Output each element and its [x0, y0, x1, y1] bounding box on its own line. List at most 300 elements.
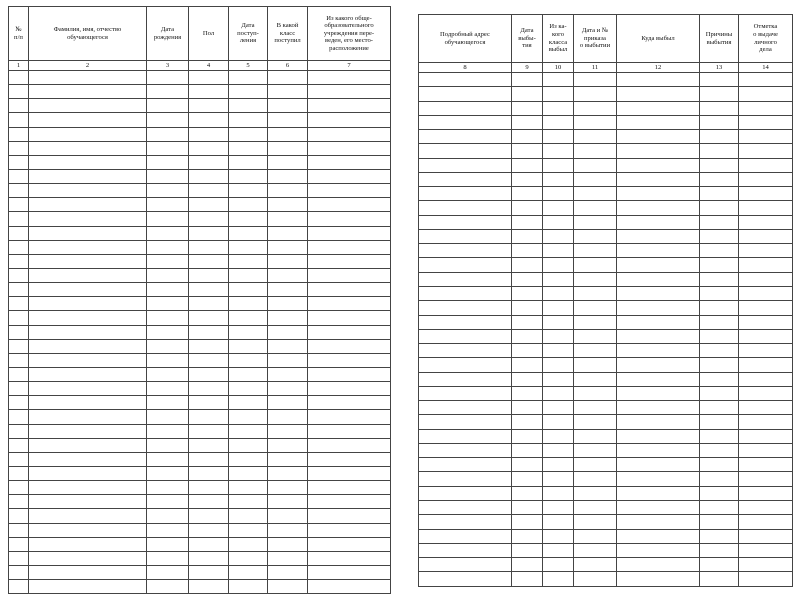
table-cell[interactable]: [419, 130, 512, 144]
table-cell[interactable]: [543, 315, 574, 329]
table-cell[interactable]: [419, 144, 512, 158]
table-cell[interactable]: [739, 344, 793, 358]
table-cell[interactable]: [229, 339, 268, 353]
table-cell[interactable]: [229, 353, 268, 367]
table-cell[interactable]: [9, 311, 29, 325]
table-cell[interactable]: [268, 452, 308, 466]
table-cell[interactable]: [512, 429, 543, 443]
table-cell[interactable]: [268, 424, 308, 438]
table-cell[interactable]: [189, 565, 229, 579]
table-cell[interactable]: [308, 410, 391, 424]
table-cell[interactable]: [229, 113, 268, 127]
table-cell[interactable]: [29, 367, 147, 381]
table-cell[interactable]: [29, 523, 147, 537]
table-cell[interactable]: [574, 572, 617, 586]
table-cell[interactable]: [308, 141, 391, 155]
table-cell[interactable]: [9, 339, 29, 353]
table-cell[interactable]: [229, 580, 268, 594]
table-cell[interactable]: [9, 438, 29, 452]
table-cell[interactable]: [229, 410, 268, 424]
table-cell[interactable]: [29, 311, 147, 325]
table-cell[interactable]: [617, 572, 700, 586]
table-cell[interactable]: [700, 172, 739, 186]
table-cell[interactable]: [189, 481, 229, 495]
table-cell[interactable]: [574, 401, 617, 415]
table-cell[interactable]: [29, 438, 147, 452]
table-cell[interactable]: [29, 410, 147, 424]
table-cell[interactable]: [512, 215, 543, 229]
table-cell[interactable]: [739, 229, 793, 243]
table-cell[interactable]: [147, 113, 189, 127]
table-cell[interactable]: [229, 495, 268, 509]
table-cell[interactable]: [268, 537, 308, 551]
table-cell[interactable]: [189, 438, 229, 452]
table-cell[interactable]: [189, 339, 229, 353]
table-cell[interactable]: [739, 415, 793, 429]
table-cell[interactable]: [308, 127, 391, 141]
table-cell[interactable]: [739, 301, 793, 315]
table-cell[interactable]: [189, 141, 229, 155]
table-cell[interactable]: [543, 401, 574, 415]
table-cell[interactable]: [147, 268, 189, 282]
table-cell[interactable]: [419, 372, 512, 386]
table-cell[interactable]: [419, 258, 512, 272]
table-cell[interactable]: [268, 481, 308, 495]
table-cell[interactable]: [189, 99, 229, 113]
table-cell[interactable]: [29, 198, 147, 212]
table-cell[interactable]: [574, 201, 617, 215]
table-cell[interactable]: [9, 184, 29, 198]
table-cell[interactable]: [308, 565, 391, 579]
table-cell[interactable]: [543, 558, 574, 572]
table-cell[interactable]: [543, 215, 574, 229]
table-cell[interactable]: [308, 283, 391, 297]
table-cell[interactable]: [29, 254, 147, 268]
table-cell[interactable]: [229, 127, 268, 141]
table-cell[interactable]: [739, 172, 793, 186]
table-cell[interactable]: [268, 212, 308, 226]
table-cell[interactable]: [308, 509, 391, 523]
table-cell[interactable]: [739, 286, 793, 300]
table-cell[interactable]: [739, 529, 793, 543]
table-cell[interactable]: [543, 229, 574, 243]
table-cell[interactable]: [543, 172, 574, 186]
table-cell[interactable]: [268, 71, 308, 85]
table-cell[interactable]: [9, 452, 29, 466]
table-cell[interactable]: [543, 130, 574, 144]
table-cell[interactable]: [512, 458, 543, 472]
table-cell[interactable]: [268, 382, 308, 396]
table-cell[interactable]: [617, 101, 700, 115]
table-cell[interactable]: [700, 558, 739, 572]
table-cell[interactable]: [543, 543, 574, 557]
table-cell[interactable]: [229, 212, 268, 226]
table-cell[interactable]: [574, 500, 617, 514]
table-cell[interactable]: [700, 415, 739, 429]
table-cell[interactable]: [229, 452, 268, 466]
table-cell[interactable]: [419, 486, 512, 500]
table-cell[interactable]: [147, 311, 189, 325]
table-cell[interactable]: [739, 443, 793, 457]
table-cell[interactable]: [268, 410, 308, 424]
table-cell[interactable]: [617, 344, 700, 358]
table-cell[interactable]: [700, 500, 739, 514]
table-cell[interactable]: [268, 85, 308, 99]
table-cell[interactable]: [419, 187, 512, 201]
table-cell[interactable]: [419, 244, 512, 258]
table-cell[interactable]: [543, 486, 574, 500]
table-cell[interactable]: [29, 240, 147, 254]
table-cell[interactable]: [268, 99, 308, 113]
table-cell[interactable]: [617, 443, 700, 457]
table-cell[interactable]: [147, 565, 189, 579]
table-cell[interactable]: [9, 226, 29, 240]
table-cell[interactable]: [189, 410, 229, 424]
table-cell[interactable]: [147, 339, 189, 353]
table-cell[interactable]: [617, 301, 700, 315]
table-cell[interactable]: [268, 184, 308, 198]
table-cell[interactable]: [229, 311, 268, 325]
table-cell[interactable]: [574, 286, 617, 300]
table-cell[interactable]: [9, 212, 29, 226]
table-cell[interactable]: [9, 254, 29, 268]
table-cell[interactable]: [9, 155, 29, 169]
table-cell[interactable]: [189, 297, 229, 311]
table-cell[interactable]: [308, 452, 391, 466]
table-cell[interactable]: [512, 144, 543, 158]
table-cell[interactable]: [29, 169, 147, 183]
table-cell[interactable]: [9, 169, 29, 183]
table-cell[interactable]: [189, 240, 229, 254]
table-cell[interactable]: [543, 572, 574, 586]
table-cell[interactable]: [9, 565, 29, 579]
table-cell[interactable]: [29, 537, 147, 551]
table-cell[interactable]: [308, 396, 391, 410]
table-cell[interactable]: [617, 258, 700, 272]
table-cell[interactable]: [147, 481, 189, 495]
table-cell[interactable]: [308, 85, 391, 99]
table-cell[interactable]: [543, 144, 574, 158]
table-cell[interactable]: [268, 565, 308, 579]
table-cell[interactable]: [512, 472, 543, 486]
table-cell[interactable]: [268, 254, 308, 268]
table-cell[interactable]: [617, 229, 700, 243]
table-cell[interactable]: [419, 515, 512, 529]
table-cell[interactable]: [512, 329, 543, 343]
table-cell[interactable]: [700, 201, 739, 215]
table-cell[interactable]: [9, 141, 29, 155]
table-cell[interactable]: [419, 429, 512, 443]
table-cell[interactable]: [268, 325, 308, 339]
table-cell[interactable]: [29, 466, 147, 480]
table-cell[interactable]: [9, 353, 29, 367]
table-cell[interactable]: [617, 386, 700, 400]
table-cell[interactable]: [574, 443, 617, 457]
table-cell[interactable]: [574, 87, 617, 101]
table-cell[interactable]: [9, 99, 29, 113]
table-cell[interactable]: [739, 500, 793, 514]
table-cell[interactable]: [574, 130, 617, 144]
table-cell[interactable]: [512, 443, 543, 457]
table-cell[interactable]: [617, 515, 700, 529]
table-cell[interactable]: [147, 254, 189, 268]
table-cell[interactable]: [700, 73, 739, 87]
table-cell[interactable]: [700, 429, 739, 443]
table-cell[interactable]: [512, 386, 543, 400]
table-cell[interactable]: [574, 558, 617, 572]
table-cell[interactable]: [9, 198, 29, 212]
table-cell[interactable]: [419, 286, 512, 300]
table-cell[interactable]: [419, 87, 512, 101]
table-cell[interactable]: [617, 558, 700, 572]
table-cell[interactable]: [543, 358, 574, 372]
table-cell[interactable]: [189, 353, 229, 367]
table-cell[interactable]: [268, 268, 308, 282]
table-cell[interactable]: [700, 244, 739, 258]
table-cell[interactable]: [543, 87, 574, 101]
table-cell[interactable]: [9, 481, 29, 495]
table-cell[interactable]: [189, 367, 229, 381]
table-cell[interactable]: [419, 543, 512, 557]
table-cell[interactable]: [700, 272, 739, 286]
table-cell[interactable]: [739, 358, 793, 372]
table-cell[interactable]: [419, 201, 512, 215]
table-cell[interactable]: [189, 268, 229, 282]
table-cell[interactable]: [419, 443, 512, 457]
table-cell[interactable]: [29, 509, 147, 523]
table-cell[interactable]: [189, 424, 229, 438]
table-cell[interactable]: [419, 215, 512, 229]
table-cell[interactable]: [147, 537, 189, 551]
table-cell[interactable]: [700, 543, 739, 557]
table-cell[interactable]: [512, 572, 543, 586]
table-cell[interactable]: [617, 244, 700, 258]
table-cell[interactable]: [419, 101, 512, 115]
table-cell[interactable]: [229, 565, 268, 579]
table-cell[interactable]: [147, 466, 189, 480]
table-cell[interactable]: [268, 311, 308, 325]
table-cell[interactable]: [543, 329, 574, 343]
table-cell[interactable]: [147, 127, 189, 141]
table-cell[interactable]: [268, 509, 308, 523]
table-cell[interactable]: [739, 472, 793, 486]
table-cell[interactable]: [419, 572, 512, 586]
table-cell[interactable]: [617, 73, 700, 87]
table-cell[interactable]: [700, 101, 739, 115]
table-cell[interactable]: [29, 268, 147, 282]
table-cell[interactable]: [700, 144, 739, 158]
table-cell[interactable]: [29, 481, 147, 495]
table-cell[interactable]: [739, 386, 793, 400]
table-cell[interactable]: [739, 244, 793, 258]
table-cell[interactable]: [189, 382, 229, 396]
table-cell[interactable]: [147, 396, 189, 410]
table-cell[interactable]: [268, 580, 308, 594]
table-cell[interactable]: [189, 169, 229, 183]
table-cell[interactable]: [700, 115, 739, 129]
table-cell[interactable]: [574, 515, 617, 529]
table-cell[interactable]: [268, 466, 308, 480]
table-cell[interactable]: [268, 523, 308, 537]
table-cell[interactable]: [512, 73, 543, 87]
table-cell[interactable]: [543, 386, 574, 400]
table-cell[interactable]: [147, 410, 189, 424]
table-cell[interactable]: [29, 226, 147, 240]
table-cell[interactable]: [739, 558, 793, 572]
table-cell[interactable]: [739, 215, 793, 229]
table-cell[interactable]: [739, 329, 793, 343]
table-cell[interactable]: [512, 101, 543, 115]
table-cell[interactable]: [617, 486, 700, 500]
table-cell[interactable]: [700, 229, 739, 243]
table-cell[interactable]: [739, 115, 793, 129]
table-cell[interactable]: [9, 71, 29, 85]
table-cell[interactable]: [700, 529, 739, 543]
table-cell[interactable]: [574, 158, 617, 172]
table-cell[interactable]: [574, 73, 617, 87]
table-cell[interactable]: [574, 315, 617, 329]
table-cell[interactable]: [189, 254, 229, 268]
table-cell[interactable]: [617, 130, 700, 144]
table-cell[interactable]: [29, 353, 147, 367]
table-cell[interactable]: [574, 529, 617, 543]
table-cell[interactable]: [543, 272, 574, 286]
table-cell[interactable]: [147, 141, 189, 155]
table-cell[interactable]: [574, 187, 617, 201]
table-cell[interactable]: [147, 297, 189, 311]
table-cell[interactable]: [512, 543, 543, 557]
table-cell[interactable]: [512, 172, 543, 186]
table-cell[interactable]: [419, 315, 512, 329]
table-cell[interactable]: [574, 215, 617, 229]
table-cell[interactable]: [29, 127, 147, 141]
table-cell[interactable]: [268, 141, 308, 155]
table-cell[interactable]: [29, 580, 147, 594]
table-cell[interactable]: [229, 169, 268, 183]
table-cell[interactable]: [9, 551, 29, 565]
table-cell[interactable]: [543, 73, 574, 87]
table-cell[interactable]: [29, 155, 147, 169]
table-cell[interactable]: [543, 472, 574, 486]
table-cell[interactable]: [700, 458, 739, 472]
table-cell[interactable]: [543, 415, 574, 429]
table-cell[interactable]: [617, 401, 700, 415]
table-cell[interactable]: [229, 85, 268, 99]
table-cell[interactable]: [189, 85, 229, 99]
table-cell[interactable]: [29, 396, 147, 410]
table-cell[interactable]: [268, 297, 308, 311]
table-cell[interactable]: [308, 311, 391, 325]
table-cell[interactable]: [308, 580, 391, 594]
table-cell[interactable]: [308, 481, 391, 495]
table-cell[interactable]: [147, 155, 189, 169]
table-cell[interactable]: [419, 358, 512, 372]
table-cell[interactable]: [29, 212, 147, 226]
table-cell[interactable]: [29, 339, 147, 353]
table-cell[interactable]: [700, 572, 739, 586]
table-cell[interactable]: [739, 87, 793, 101]
table-cell[interactable]: [229, 523, 268, 537]
table-cell[interactable]: [229, 396, 268, 410]
table-cell[interactable]: [268, 495, 308, 509]
table-cell[interactable]: [512, 115, 543, 129]
table-cell[interactable]: [512, 158, 543, 172]
table-cell[interactable]: [512, 258, 543, 272]
table-cell[interactable]: [739, 486, 793, 500]
table-cell[interactable]: [574, 415, 617, 429]
table-cell[interactable]: [574, 258, 617, 272]
table-cell[interactable]: [229, 240, 268, 254]
table-cell[interactable]: [543, 443, 574, 457]
table-cell[interactable]: [512, 244, 543, 258]
table-cell[interactable]: [9, 509, 29, 523]
table-cell[interactable]: [419, 301, 512, 315]
table-cell[interactable]: [308, 268, 391, 282]
table-cell[interactable]: [308, 169, 391, 183]
table-cell[interactable]: [700, 358, 739, 372]
table-cell[interactable]: [543, 429, 574, 443]
table-cell[interactable]: [700, 315, 739, 329]
table-cell[interactable]: [229, 99, 268, 113]
table-cell[interactable]: [147, 99, 189, 113]
table-cell[interactable]: [268, 367, 308, 381]
table-cell[interactable]: [739, 458, 793, 472]
table-cell[interactable]: [543, 258, 574, 272]
table-cell[interactable]: [9, 523, 29, 537]
table-cell[interactable]: [739, 315, 793, 329]
table-cell[interactable]: [308, 367, 391, 381]
table-cell[interactable]: [147, 509, 189, 523]
table-cell[interactable]: [512, 286, 543, 300]
table-cell[interactable]: [617, 529, 700, 543]
table-cell[interactable]: [29, 565, 147, 579]
table-cell[interactable]: [229, 509, 268, 523]
table-cell[interactable]: [574, 329, 617, 343]
table-cell[interactable]: [9, 537, 29, 551]
table-cell[interactable]: [617, 415, 700, 429]
table-cell[interactable]: [229, 184, 268, 198]
table-cell[interactable]: [29, 99, 147, 113]
table-cell[interactable]: [29, 71, 147, 85]
table-cell[interactable]: [189, 325, 229, 339]
table-cell[interactable]: [308, 99, 391, 113]
table-cell[interactable]: [419, 172, 512, 186]
table-cell[interactable]: [419, 158, 512, 172]
table-cell[interactable]: [617, 187, 700, 201]
table-cell[interactable]: [268, 198, 308, 212]
table-cell[interactable]: [29, 283, 147, 297]
table-cell[interactable]: [189, 184, 229, 198]
table-cell[interactable]: [9, 127, 29, 141]
table-cell[interactable]: [617, 458, 700, 472]
table-cell[interactable]: [147, 212, 189, 226]
table-cell[interactable]: [9, 424, 29, 438]
table-cell[interactable]: [739, 272, 793, 286]
table-cell[interactable]: [268, 226, 308, 240]
table-cell[interactable]: [147, 523, 189, 537]
table-cell[interactable]: [700, 286, 739, 300]
table-cell[interactable]: [229, 268, 268, 282]
table-cell[interactable]: [147, 438, 189, 452]
table-cell[interactable]: [29, 141, 147, 155]
table-cell[interactable]: [574, 344, 617, 358]
table-cell[interactable]: [147, 71, 189, 85]
table-cell[interactable]: [512, 301, 543, 315]
table-cell[interactable]: [512, 130, 543, 144]
table-cell[interactable]: [189, 311, 229, 325]
table-cell[interactable]: [574, 358, 617, 372]
table-cell[interactable]: [739, 429, 793, 443]
